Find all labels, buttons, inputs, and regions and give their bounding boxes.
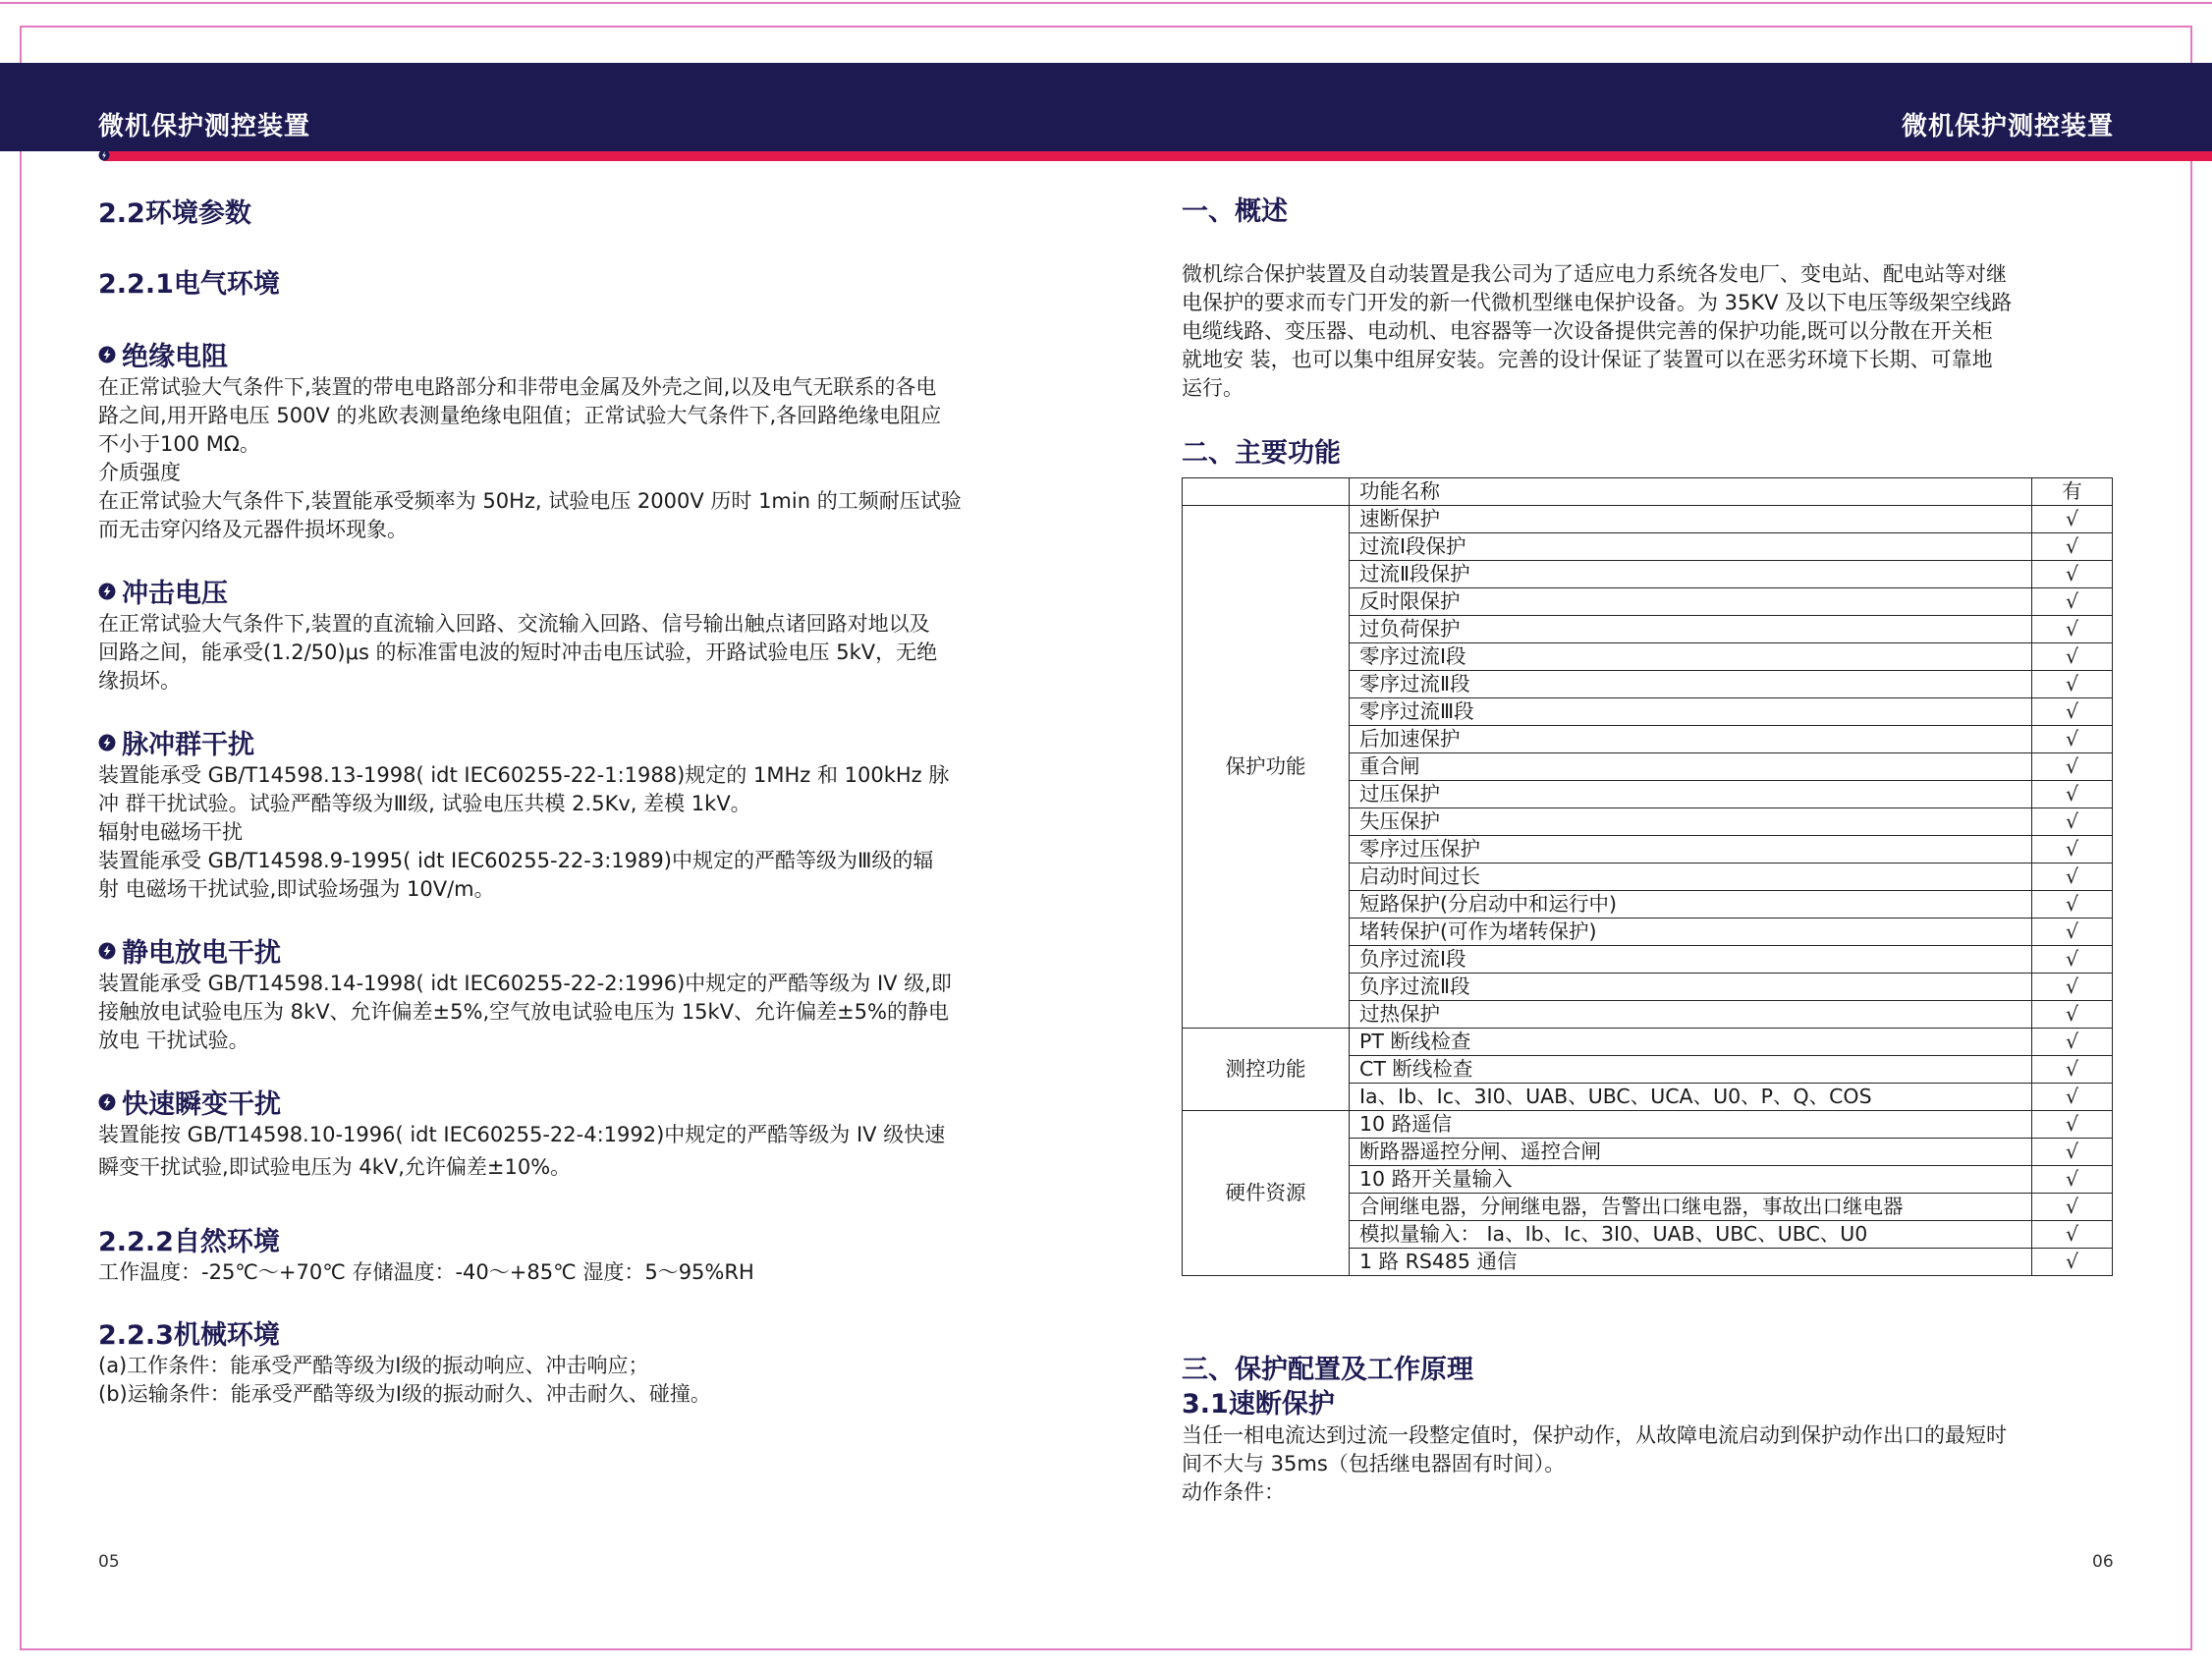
- table-function-name: 堵转保护(可作为堵转保护): [1350, 919, 2032, 946]
- natural-env-text: 工作温度：-25℃～+70℃ 存储温度：-40～+85℃ 湿度：5～95%RH: [98, 1260, 754, 1284]
- table-function-name: 过压保护: [1350, 781, 2032, 808]
- insulation-line: 路之间,用开路电压 500V 的兆欧表测量绝缘电阻值；正常试验大气条件下,各回路绝缘电阻应: [98, 404, 942, 427]
- page-trim-right: [2190, 26, 2192, 1650]
- bolt-icon: [98, 346, 116, 363]
- table-function-name: 断路器遥控分闸、遥控合闸: [1350, 1139, 2032, 1166]
- overview-line: 运行。: [1182, 376, 1244, 400]
- table-check-mark: √: [2032, 1001, 2113, 1029]
- mech-env-line: (b)运输条件：能承受严酷等级为Ⅰ级的振动耐久、冲击耐久、碰撞。: [98, 1382, 711, 1406]
- header-title-left: 微机保护测控装置: [98, 112, 311, 141]
- eft-line: 瞬变干扰试验,即试验电压为 4kV,允许偏差±10%。: [98, 1155, 572, 1179]
- page-trim-left: [20, 26, 22, 1650]
- burst-line: 冲 群干扰试验。试验严酷等级为Ⅲ级, 试验电压共模 2.5Kv, 差模 1kV。: [98, 792, 751, 815]
- table-check-mark: √: [2032, 974, 2113, 1001]
- table-function-name: 模拟量输入： Ia、Ib、Ic、3I0、UAB、UBC、UBC、U0: [1350, 1221, 2032, 1249]
- insulation-title: 绝缘电阻: [122, 342, 228, 372]
- table-header-row: [1183, 478, 2113, 506]
- insulation-line: 在正常试验大气条件下,装置的带电电路部分和非带电金属及外壳之间,以及电气无联系的各电: [98, 375, 937, 399]
- section-insulation: [98, 335, 962, 544]
- table-function-name: 过负荷保护: [1350, 616, 2032, 643]
- table-check-mark: √: [2032, 698, 2113, 726]
- table-check-mark: √: [2032, 588, 2113, 616]
- impulse-title: 冲击电压: [122, 579, 228, 609]
- quick-break-line: 动作条件：: [1182, 1480, 1285, 1504]
- table-function-name: 负序过流Ⅱ段: [1350, 974, 2032, 1001]
- table-check-mark: √: [2032, 533, 2113, 561]
- overview-line: 微机综合保护装置及自动装置是我公司为了适应电力系统各发电厂、变电站、配电站等对继: [1182, 262, 2007, 286]
- table-function-name: 速断保护: [1350, 506, 2032, 533]
- table-function-name: PT 断线检查: [1350, 1029, 2032, 1056]
- table-check-mark: √: [2032, 1249, 2113, 1276]
- bolt-icon: [98, 583, 116, 600]
- table-function-name: Ia、Ib、Ic、3I0、UAB、UBC、UCA、U0、P、Q、COS: [1350, 1084, 2032, 1111]
- section-impulse: [98, 572, 937, 696]
- table-function-name: 过热保护: [1350, 1001, 2032, 1029]
- table-function-name: CT 断线检查: [1350, 1056, 2032, 1084]
- impulse-line: 在正常试验大气条件下,装置的直流输入回路、交流输入回路、信号输出触点诸回路对地以及: [98, 612, 930, 636]
- table-check-mark: √: [2032, 1194, 2113, 1221]
- table-row: [1183, 506, 2113, 533]
- heading-env-params: 2.2环境参数: [98, 198, 251, 229]
- eft-heading: [98, 1083, 945, 1121]
- heading-main-functions: 二、主要功能: [1182, 438, 1341, 469]
- table-check-mark: √: [2032, 506, 2113, 533]
- eft-title: 快速瞬变干扰: [122, 1089, 281, 1120]
- heading-overview: 一、概述: [1182, 196, 1288, 227]
- table-category-cell: 保护功能: [1183, 506, 1350, 1029]
- table-function-name: 过流Ⅱ段保护: [1350, 561, 2032, 588]
- top-trim-line: [0, 2, 2212, 4]
- insulation-line: 不小于100 MΩ。: [98, 432, 260, 456]
- table-function-name: 10 路遥信: [1350, 1111, 2032, 1139]
- section-natural-env: [98, 1220, 754, 1287]
- page-number-right: 06: [2092, 1552, 2114, 1572]
- table-function-name: 零序过流Ⅱ段: [1350, 671, 2032, 698]
- mech-env-line: (a)工作条件：能承受严酷等级为Ⅰ级的振动响应、冲击响应；: [98, 1354, 649, 1377]
- table-function-name: 1 路 RS485 通信: [1350, 1249, 2032, 1276]
- esd-title: 静电放电干扰: [122, 938, 281, 969]
- insulation-line: 在正常试验大气条件下,装置能承受频率为 50Hz, 试验电压 2000V 历时 1min 的工频耐压试验: [98, 489, 962, 513]
- heading-natural-env: 2.2.2自然环境: [98, 1227, 280, 1257]
- heading-quick-break: 3.1速断保护: [1182, 1389, 1335, 1420]
- table-check-mark: √: [2032, 1084, 2113, 1111]
- header-band: [0, 63, 2212, 151]
- table-row: [1183, 1029, 2113, 1056]
- table-check-mark: √: [2032, 919, 2113, 946]
- function-table: [1182, 477, 2113, 1276]
- table-category-cell: 测控功能: [1183, 1029, 1350, 1111]
- overview-line: 电保护的要求而专门开发的新一代微机型继电保护设备。为 35KV 及以下电压等级架空线路: [1182, 291, 2013, 314]
- table-row: [1183, 1111, 2113, 1139]
- bolt-icon: [98, 734, 116, 752]
- burst-line: 装置能承受 GB/T14598.13-1998( idt IEC60255-22-1:1988)规定的 1MHz 和 100kHz 脉: [98, 763, 950, 787]
- table-check-mark: √: [2032, 863, 2113, 891]
- table-function-name: 零序过流Ⅰ段: [1350, 643, 2032, 671]
- insulation-line: 介质强度: [98, 461, 181, 484]
- bolt-logo-icon: [98, 149, 110, 161]
- table-function-name: 零序过压保护: [1350, 836, 2032, 863]
- burst-line: 辐射电磁场干扰: [98, 820, 243, 844]
- esd-heading: [98, 931, 952, 970]
- table-check-mark: √: [2032, 1111, 2113, 1139]
- table-header-category: [1183, 478, 1350, 506]
- table-check-mark: √: [2032, 1139, 2113, 1166]
- bolt-icon: [98, 942, 116, 960]
- overview-line: 就地安 装，也可以集中组屏安装。完善的设计保证了装置可以在恶劣环境下长期、可靠地: [1182, 348, 1993, 371]
- page-number-left: 05: [98, 1552, 120, 1572]
- table-function-name: 合闸继电器，分闸继电器，告警出口继电器，事故出口继电器: [1350, 1194, 2032, 1221]
- bolt-icon: [98, 1093, 116, 1111]
- table-check-mark: √: [2032, 643, 2113, 671]
- table-check-mark: √: [2032, 808, 2113, 836]
- table-check-mark: √: [2032, 561, 2113, 588]
- impulse-line: 回路之间，能承受(1.2/50)μs 的标准雷电波的短时冲击电压试验，开路试验电压 5kV，无绝: [98, 641, 938, 664]
- table-function-name: 负序过流Ⅰ段: [1350, 946, 2032, 974]
- heading-mech-env: 2.2.3机械环境: [98, 1320, 280, 1351]
- table-category-cell: 硬件资源: [1183, 1111, 1350, 1276]
- burst-line: 装置能承受 GB/T14598.9-1995( idt IEC60255-22-3:1989)中规定的严酷等级为Ⅲ级的辐: [98, 849, 934, 872]
- quick-break-line: 间不大与 35ms（包括继电器固有时间）。: [1182, 1452, 1566, 1476]
- insulation-heading: [98, 335, 962, 373]
- table-check-mark: √: [2032, 1056, 2113, 1084]
- table-header-has: 有: [2032, 478, 2113, 506]
- eft-line: 装置能按 GB/T14598.10-1996( idt IEC60255-22-4:1992)中规定的严酷等级为 IV 级快速: [98, 1123, 946, 1146]
- section-eft: [98, 1083, 945, 1182]
- table-function-name: 后加速保护: [1350, 726, 2032, 753]
- table-check-mark: √: [2032, 671, 2113, 698]
- table-function-name: 失压保护: [1350, 808, 2032, 836]
- burst-title: 脉冲群干扰: [122, 730, 254, 760]
- burst-line: 射 电磁场干扰试验,即试验场强为 10V/m。: [98, 877, 495, 901]
- page-trim-bottom: [20, 1648, 2192, 1650]
- header-title-right: 微机保护测控装置: [1901, 112, 2114, 141]
- table-function-name: 零序过流Ⅲ段: [1350, 698, 2032, 726]
- impulse-line: 缘损坏。: [98, 669, 181, 693]
- esd-line: 放电 干扰试验。: [98, 1029, 249, 1052]
- header-red-stripe: [103, 151, 2212, 161]
- section-mech-env: [98, 1313, 711, 1409]
- impulse-heading: [98, 572, 937, 610]
- table-function-name: 启动时间过长: [1350, 863, 2032, 891]
- overview-line: 电缆线路、变压器、电动机、电容器等一次设备提供完善的保护功能,既可以分散在开关柜: [1182, 319, 1993, 343]
- burst-heading: [98, 723, 949, 761]
- table-check-mark: √: [2032, 1029, 2113, 1056]
- page-trim-top: [20, 26, 2192, 28]
- quick-break-line: 当任一相电流达到过流一段整定值时，保护动作，从故障电流启动到保护动作出口的最短时: [1182, 1423, 2007, 1447]
- table-function-name: 重合闸: [1350, 753, 2032, 781]
- table-function-name: 反时限保护: [1350, 588, 2032, 616]
- table-check-mark: √: [2032, 726, 2113, 753]
- table-check-mark: √: [2032, 753, 2113, 781]
- table-check-mark: √: [2032, 1221, 2113, 1249]
- table-check-mark: √: [2032, 1166, 2113, 1194]
- table-check-mark: √: [2032, 836, 2113, 863]
- esd-line: 接触放电试验电压为 8kV、允许偏差±5%,空气放电试验电压为 15kV、允许偏差±5%的静电: [98, 1000, 949, 1024]
- section-burst: [98, 723, 949, 904]
- table-function-name: 短路保护(分启动中和运行中): [1350, 891, 2032, 919]
- quick-break-text: [1182, 1421, 2007, 1507]
- heading-protection-config: 三、保护配置及工作原理: [1182, 1355, 1473, 1385]
- table-function-name: 过流Ⅰ段保护: [1350, 533, 2032, 561]
- table-check-mark: √: [2032, 616, 2113, 643]
- insulation-line: 而无击穿闪络及元器件损坏现象。: [98, 518, 408, 541]
- section-esd: [98, 931, 952, 1055]
- heading-electrical-env: 2.2.1电气环境: [98, 269, 280, 300]
- esd-line: 装置能承受 GB/T14598.14-1998( idt IEC60255-22-2:1996)中规定的严酷等级为 IV 级,即: [98, 972, 952, 995]
- table-check-mark: √: [2032, 781, 2113, 808]
- overview-text: [1182, 260, 2012, 403]
- table-check-mark: √: [2032, 891, 2113, 919]
- table-header-name: 功能名称: [1350, 478, 2032, 506]
- table-function-name: 10 路开关量输入: [1350, 1166, 2032, 1194]
- table-check-mark: √: [2032, 946, 2113, 974]
